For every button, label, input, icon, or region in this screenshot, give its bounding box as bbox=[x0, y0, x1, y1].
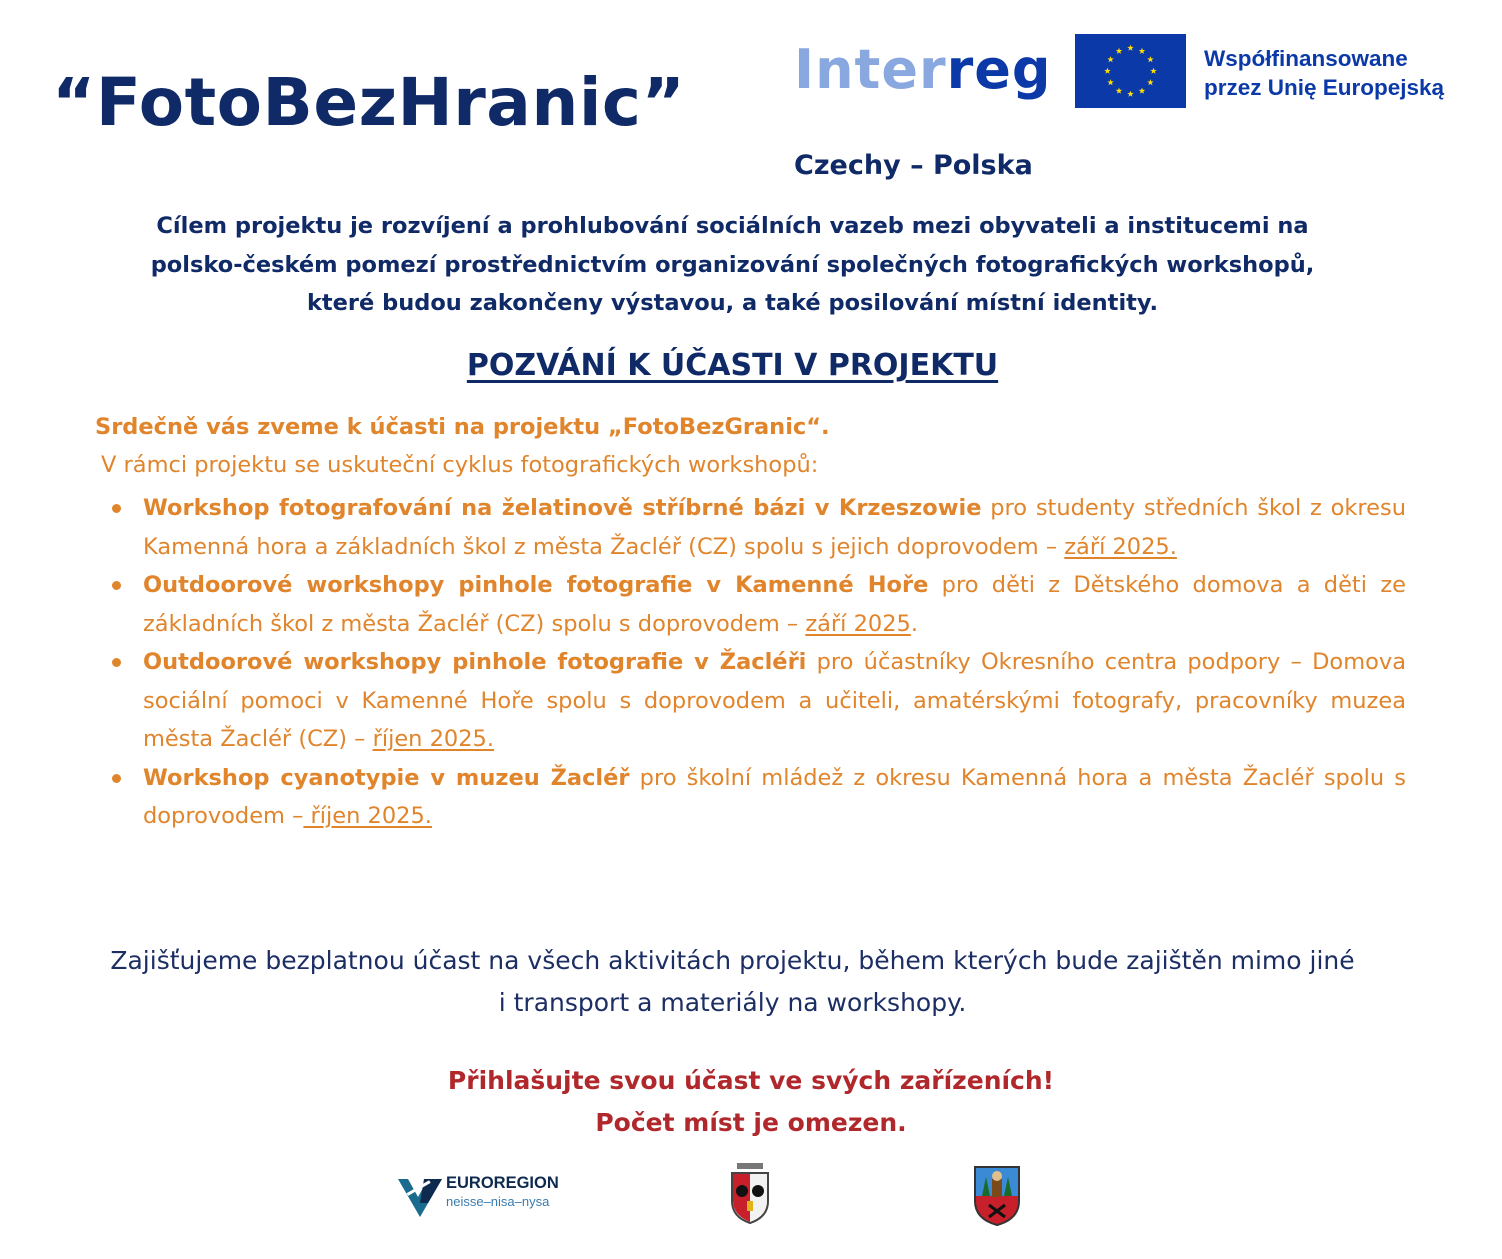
workshop-cycle-intro: V rámci projektu se uskuteční cyklus fotografických workshopů: bbox=[101, 452, 819, 478]
intro-line-3: které budou zakončeny výstavou, a také posilování místní identity. bbox=[306, 290, 1159, 316]
invitation-text: Srdečně vás zveme k účasti na projektu „FotoBezGranic“. bbox=[95, 414, 830, 440]
workshop-date: září 2025. bbox=[1064, 533, 1177, 560]
euroregion-name: EUROREGION bbox=[446, 1174, 559, 1192]
bullet-icon bbox=[112, 658, 121, 667]
free-line-2: i transport a materiály na workshopy. bbox=[498, 988, 967, 1017]
workshop-desc: pro účastníky Okresního centra podpory – Domova sociální pomoci v Kamenné Hoře spolu s doprovodem a učiteli, amatérskými fotografy, pracovníky muzea města Žacléř (CZ) – bbox=[143, 649, 1406, 752]
workshop-desc: pro školní mládež z okresu Kamenná hora a města Žacléř spolu s doprovodem – bbox=[143, 764, 1406, 829]
workshop-title: Workshop fotografování na želatinově stříbrné bázi v Krzeszowie bbox=[143, 495, 982, 521]
project-intro bbox=[60, 207, 1405, 323]
free-participation-note bbox=[20, 940, 1445, 1024]
workshop-desc: pro děti z Dětského domova a děti ze základních škol z města Žacléř (CZ) spolu s doprovodem – bbox=[143, 572, 1406, 637]
project-title: “FotoBezHranic” bbox=[52, 64, 686, 141]
workshop-date: říjen 2025. bbox=[303, 803, 432, 829]
cta-line-1: Přihlašujte svou účast ve svých zařízeních! bbox=[447, 1066, 1055, 1095]
eu-flag-icon bbox=[1075, 34, 1186, 108]
free-line-1: Zajišťujeme bezplatnou účast na všech aktivitách projektu, během kterých bude zajištěn mimo jiné bbox=[110, 946, 1355, 975]
interreg-logo bbox=[794, 38, 1052, 101]
workshop-date: září 2025 bbox=[805, 610, 911, 637]
workshop-date: říjen 2025. bbox=[372, 726, 494, 752]
workshop-list bbox=[143, 489, 1406, 836]
eu-text-line1: Współfinansowane bbox=[1204, 46, 1408, 71]
workshop-title: Workshop cyanotypie v muzeu Žacléř bbox=[143, 764, 630, 791]
invitation-heading: POZVÁNÍ K ÚČASTI V PROJEKTU bbox=[466, 348, 999, 383]
bullet-icon bbox=[112, 581, 121, 590]
interreg-logo-part1: Inter bbox=[794, 38, 947, 101]
intro-line-2: polsko-českém pomezí prostřednictvím organizování společných fotografických workshopů, bbox=[150, 251, 1315, 278]
workshop-desc: pro studenty středních škol z okresu Kamenná hora a základních škol z města Žacléř (CZ) spolu s jejich doprovodem – bbox=[143, 495, 1406, 560]
intro-line-1: Cílem projektu je rozvíjení a prohlubování sociálních vazeb mezi obyvateli a institucemi na bbox=[156, 213, 1309, 239]
district-crest-icon bbox=[727, 1163, 773, 1225]
town-crest-icon bbox=[972, 1163, 1022, 1227]
program-region: Czechy – Polska bbox=[794, 150, 1033, 181]
workshop-tail: . bbox=[910, 610, 918, 637]
workshop-title: Outdoorové workshopy pinhole fotografie v Žacléři bbox=[143, 649, 807, 675]
workshop-item bbox=[143, 643, 1406, 759]
call-to-action bbox=[0, 1060, 1502, 1144]
bullet-icon bbox=[112, 774, 121, 783]
eu-text-line2: przez Unię Europejską bbox=[1204, 75, 1445, 100]
workshop-item bbox=[143, 759, 1406, 836]
bullet-icon bbox=[112, 504, 121, 513]
workshop-item bbox=[143, 566, 1406, 643]
workshop-item bbox=[143, 489, 1406, 566]
cta-line-2: Počet míst je omezen. bbox=[595, 1108, 907, 1137]
interreg-logo-part2: reg bbox=[946, 38, 1052, 101]
euroregion-subtitle: neisse–nisa–nysa bbox=[446, 1194, 550, 1209]
workshop-title: Outdoorové workshopy pinhole fotografie v Kamenné Hoře bbox=[143, 572, 929, 598]
eu-cofinanced-text bbox=[1204, 44, 1444, 102]
